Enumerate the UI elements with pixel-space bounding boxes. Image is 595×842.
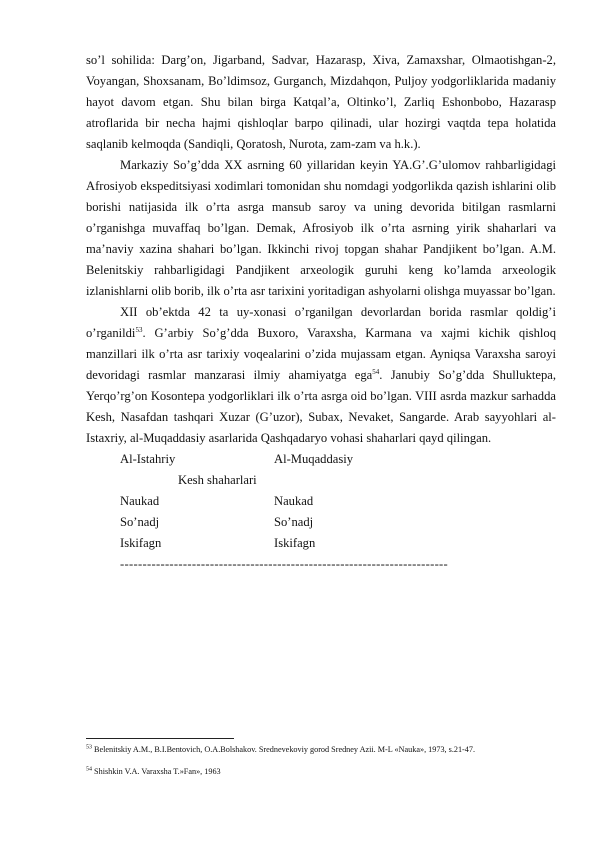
table-cell-right: So’nadj <box>274 515 314 529</box>
footnote-53 <box>86 744 556 755</box>
footnote-number: 54 <box>86 766 92 773</box>
paragraph-1: so’l sohilida: Darg’on, Jigarband, Sadvar, Hazarasp, Xiva, Zamaxshar, Olmaotishgan-2, Voyangan, Shoxsanam, Bo’ldimsoz, Gurganch, Mizdahqon, Puljoy yodgorliklarida madaniy hayot davom etgan. Shu bilan birga Katqal’a, Oltinko’l, Zarliq Eshonbobo, Hazarasp atroflarida bir necha hajmi qishloqlar barpo qilinadi, ular hozirgi vaqtda tepa holatida saqlanib kelmoqda (Sandiqli, Qoratosh, Nurota, zam-zam va h.k.). <box>86 53 556 151</box>
table-row <box>86 491 556 512</box>
table-cell-left: So’nadj <box>120 515 160 529</box>
document-body <box>86 50 556 575</box>
table-row <box>86 512 556 533</box>
footnote-number: 53 <box>86 744 92 751</box>
paragraph-3-text-c: . Janubiy So’g’dda Shulluktepa, Yerqo’rg’on Kosontepa yodgorliklari ilk o’rta asrga oid bo’lgan. VIII asrda mazkur sarhadda Kesh, Nasafdan tashqari Xuzar (G’uzor), Subax, Nevaket, Sangarde. Arab sayyohlari al-Istaxriy, al-Muqaddasiy asarlarida Qashqadaryo vohasi shaharlari qayd qilingan. <box>86 368 556 445</box>
footnote-text: Shishkin V.A. Varaxsha T.»Fan», 1963 <box>92 767 221 776</box>
paragraph-3 <box>86 302 556 449</box>
footnote-divider <box>86 738 234 739</box>
table-row <box>86 533 556 554</box>
table-cell-left: Naukad <box>120 494 160 508</box>
table-cell-right: Iskifagn <box>274 536 316 550</box>
footnote-54 <box>86 766 556 777</box>
paragraph-2: Markaziy So’g’dda XX asrning 60 yillaridan keyin YA.G’.G’ulomov rahbarligidagi Afrosiyob ekspeditsiyasi xodimlari tomonidan shu nomdagi yodgorlikda qazish ishlarini olib borishi natijasida ilk o’rta asrga mansub saroy va uning devorida bitilgan rasmlarni o’rganishga muvaffaq bo’lgan. Demak, Afrosiyob ilk o’rta asrning yirik shaharlari va ma’naviy xazina shahari bo’lgan. Ikkinchi rivoj topgan shahar Pandjikent bo’lgan. A.M. Belenitskiy rahbarligidagi Pandjikent arxeologik guruhi keng ko’lamda arxeologik izlanishlarni olib borib, ilk o’rta asr tarixini yoritadigan ashyolarni olishga muyassar bo’lgan. <box>86 158 556 298</box>
table-caption-row <box>86 470 556 491</box>
dashed-separator: ------------------------------------------------------------------------- <box>120 557 449 571</box>
footnote-ref-54[interactable]: 54 <box>372 367 380 376</box>
column-header-al-istahriy: Al-Istahriy <box>120 452 176 466</box>
footnote-text: Belenitskiy A.M., B.I.Bentovich, O.A.Bolshakov. Srednevekoviy gorod Sredney Azii. M-L «Nauka», 1973, s.21-47. <box>92 745 476 754</box>
footnote-ref-53[interactable]: 53 <box>135 325 143 334</box>
table-cell-left: Iskifagn <box>120 536 162 550</box>
table-caption: Kesh shaharlari <box>178 473 257 487</box>
paragraph-3-text-b: . G’arbiy So’g’dda Buxoro, Varaxsha, Karmana va xajmi kichik qishloq manzillari ilk o’rta asr tarixiy voqealarini o’zida mujassam etgan. Ayniqsa Varaxsha saroyi devoridagi rasmlar manzarasi ilmiy ahamiyatga ega <box>86 326 556 382</box>
table-header-row <box>86 449 556 470</box>
table-cell-right: Naukad <box>274 494 314 508</box>
column-header-al-muqaddasiy: Al-Muqaddasiy <box>274 452 354 466</box>
paragraph-3-text-a: XII ob’ektda 42 ta uy-xonasi o’rganilgan devorlardan borida rasmlar qoldig’i o’rganildi <box>86 305 556 340</box>
